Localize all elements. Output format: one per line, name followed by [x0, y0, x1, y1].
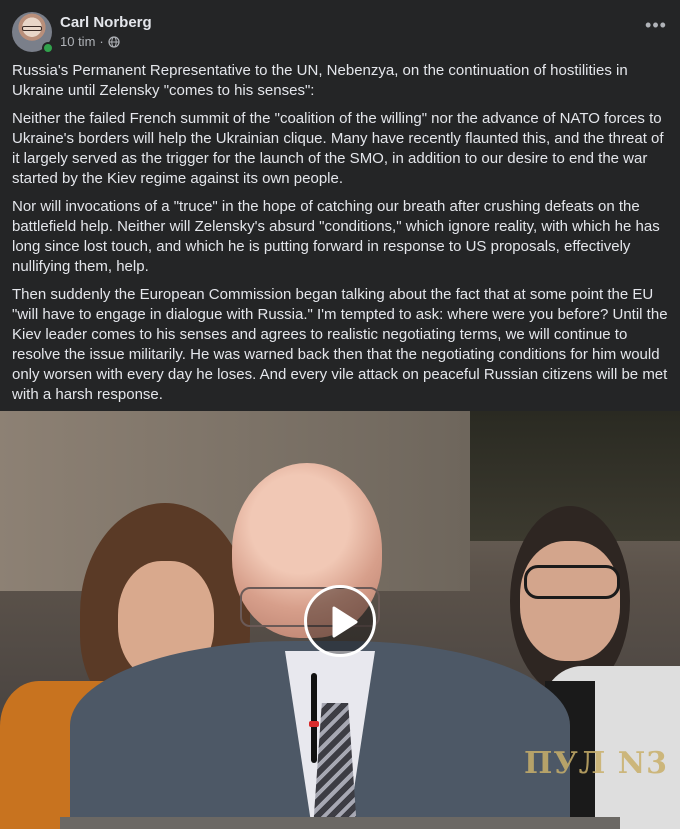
- post-header: [12, 12, 668, 54]
- meta-separator: ·: [99, 34, 104, 49]
- post-paragraph: Neither the failed French summit of the "coalition of the willing" nor the advance of NATO forces to Ukraine's borders will help the Ukrainian clique. Many have recently flaunted this, and the threat of it largely served as the trigger for the launch of the SMO, in addition to our desire to end the war started by the Kiev regime against its own people.: [12, 110, 664, 187]
- post-paragraph: Nor will invocations of a "truce" in the hope of catching our breath after crushing defeats on the battlefield help. Neither will Zelensky's absurd "conditions," which ignore reality, with which he has long since lost touch, and which he is putting forward in response to US proposals, effectively nullifying them, help.: [12, 198, 660, 275]
- globe-icon[interactable]: [108, 36, 120, 48]
- post-paragraph: Russia's Permanent Representative to the UN, Nebenzya, on the continuation of hostilities in Ukraine until Zelensky "comes to his senses":: [12, 62, 628, 99]
- post-paragraph: Then suddenly the European Commission began talking about the fact that at some point the EU "will have to engage in dialogue with Russia." I'm tempted to ask: where were you before? Until the Kiev leader comes to his senses and agrees to realistic negotiating terms, we will continue to resolve the issue militarily. He was warned back then that the negotiating conditions for him would only worsen with every day he loses. And every vile attack on peaceful Russian citizens will be met with a harsh response.: [12, 286, 668, 403]
- microphone: [311, 673, 317, 763]
- post-time[interactable]: 10 tim: [60, 34, 96, 49]
- microphone-light: [309, 721, 319, 727]
- more-options-icon[interactable]: •••: [645, 15, 667, 35]
- author-name[interactable]: Carl Norberg: [60, 14, 152, 31]
- desk: [60, 817, 620, 829]
- online-status-dot: [42, 42, 54, 54]
- post-meta: [60, 34, 120, 49]
- right-person-face: [520, 541, 620, 661]
- avatar-glasses: [22, 26, 42, 31]
- right-person-glasses: [524, 565, 620, 599]
- play-icon[interactable]: [304, 585, 376, 657]
- video-watermark: ПУЛ N3: [524, 746, 668, 781]
- post-text: [12, 61, 668, 413]
- video-player[interactable]: [0, 411, 680, 829]
